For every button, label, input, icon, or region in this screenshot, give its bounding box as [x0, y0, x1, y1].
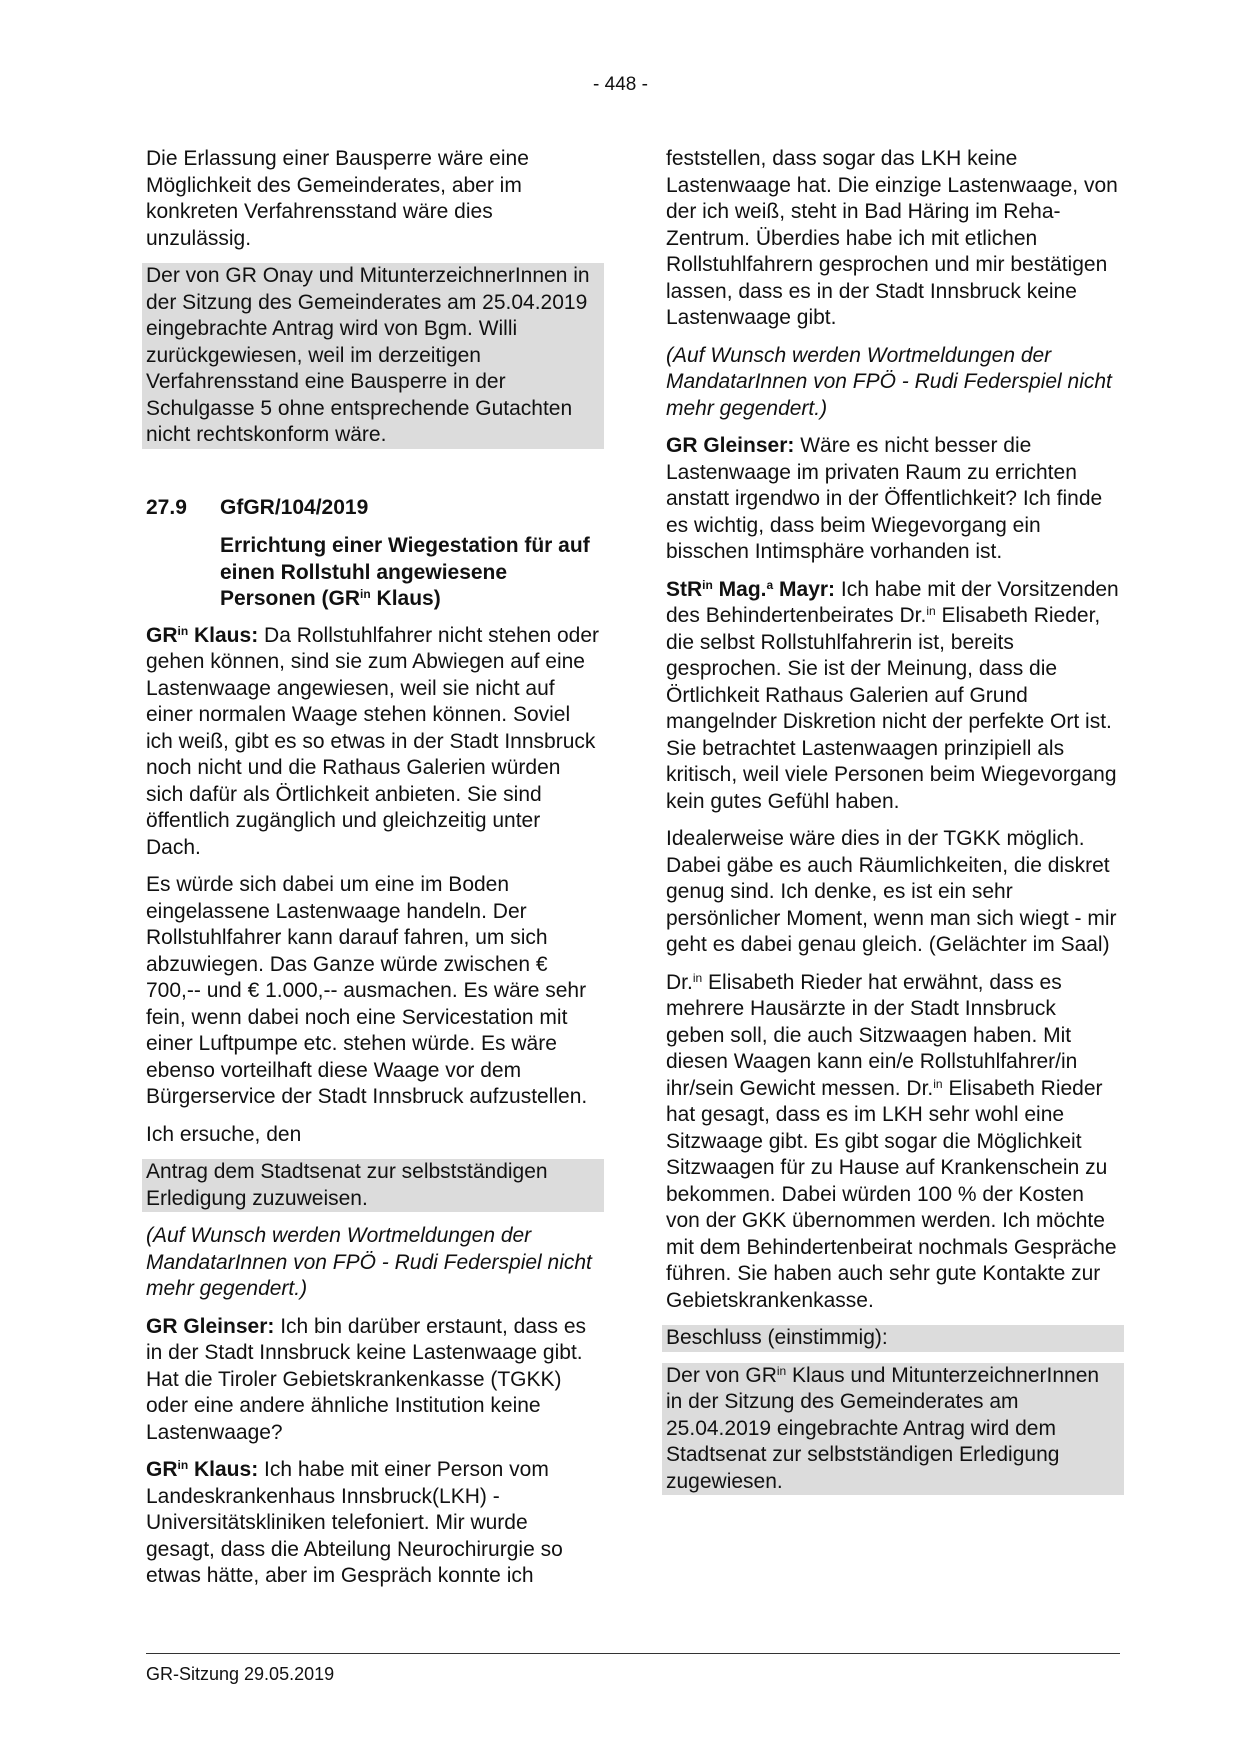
text-sup: in — [933, 1076, 943, 1091]
speaker-sup: a — [766, 577, 774, 592]
footer-divider — [146, 1653, 1120, 1654]
footer-text: GR-Sitzung 29.05.2019 — [146, 1664, 335, 1684]
paragraph-bausperre: Die Erlassung einer Bausperre wäre eine Möglichkeit des Gemeinderates, aber im konkreten Verfahrensstand wäre dies unzulässig. — [146, 147, 529, 250]
resolution-part: Klaus und MitunterzeichnerInnen in der Sitzung des Gemeinderates am 25.04.2019 eingebrachte Antrag wird dem Stadtsenat zur selbstständigen Erledigung zugewiesen. — [666, 1363, 1100, 1493]
speaker-sup: in — [702, 577, 713, 592]
resolution-part: Der von GR — [666, 1363, 777, 1387]
agenda-item-heading — [146, 495, 600, 522]
title-text: Errichtung einer Wiegestation für auf einen Rollstuhl angewiesene Personen (GR — [220, 534, 590, 610]
paragraph-rieder — [666, 970, 1120, 1315]
text-dr: Dr. — [666, 970, 693, 994]
paragraph-tgkk: Idealerweise wäre dies in der TGKK möglich. Dabei gäbe es auch Räumlichkeiten, die diskret genug sind. Ich denke, es ist ein sehr persönlicher Moment, wenn man sich wiegt - mir geht es dabei genau gleich. (Gelächter im Saal) — [666, 827, 1117, 956]
speaker-sup: in — [177, 1458, 189, 1472]
speaker-klaus — [146, 1458, 258, 1481]
speaker-gr: GR — [146, 1458, 178, 1481]
title-end: Klaus) — [370, 587, 441, 610]
speech-mayr — [666, 577, 1120, 816]
paragraph-text: Elisabeth Rieder hat erwähnt, dass es mehrere Hausärzte in der Stadt Innsbruck geben soll, die auch Sitzwaagen haben. Mit diesen Waagen kann ein/e Rollstuhlfahrer/in ihr/sein Gewicht messen. Dr. — [666, 970, 1078, 1100]
paragraph-text: Elisabeth Rieder hat gesagt, dass es im LKH sehr wohl eine Sitzwaage gibt. Es gibt sogar die Möglichkeit Sitzwaagen für zu Hause auf Krankenschein zu bekommen. Dabei würden 100 % der Kosten von der GKK übernommen werden. Ich möchte mit dem Behindertenbeirat nochmals Gespräche führen. Sie haben auch sehr gute Kontakte zur Gebietskrankenkasse. — [666, 1076, 1117, 1312]
speaker-klaus — [146, 624, 258, 647]
right-column — [666, 146, 1120, 1506]
page-number: - 448 - — [593, 74, 648, 95]
speaker-name: Mayr: — [773, 577, 836, 601]
speaker-name: Klaus: — [188, 1458, 259, 1481]
speech-text: Ich bin darüber erstaunt, dass es in der Stadt Innsbruck keine Lastenwaage gibt. Hat die Tiroler Gebietskrankenkasse (TGKK) oder eine andere ähnliche Institution keine Lastenwaage? — [146, 1314, 587, 1444]
agenda-item-title — [220, 533, 600, 613]
decision-highlight-onay: Der von GR Onay und MitunterzeichnerInnen in der Sitzung des Gemeinderates am 25.04.2019 eingebrachte Antrag wird von Bgm. Willi zurückgewiesen, weil im derzeitigen Verfahrensstand eine Bausperre in der Schulgasse 5 ohne entsprechende Gutachten nicht rechtskonform wäre. — [142, 263, 604, 449]
text-sup: in — [776, 1363, 787, 1378]
left-column — [146, 146, 600, 1601]
speech-text: Ich habe mit einer Person vom Landeskrankenhaus Innsbruck(LKH) - Universitätskliniken telefoniert. Mir wurde gesagt, dass die Abteilung Neurochirurgie so etwas hätte, aber im Gespräch konnte ich — [146, 1458, 563, 1587]
text-sup: in — [926, 604, 936, 618]
motion-highlight: Antrag dem Stadtsenat zur selbstständigen Erledigung zuzuweisen. — [142, 1159, 604, 1212]
speaker-mag: Mag. — [712, 577, 767, 601]
speaker-gleinser: GR Gleinser: — [666, 434, 795, 457]
speaker-sup: in — [177, 623, 189, 638]
speaker-name: Klaus: — [188, 623, 259, 647]
speech-gleinser-1 — [146, 1314, 600, 1447]
speech-text: Da Rollstuhlfahrer nicht stehen oder gehen können, sind sie zum Abwiegen auf eine Lastenwaage angewiesen, weil sie nicht auf einer normalen Waage stehen können. Soviel ich weiß, gibt es so etwas in der Stadt Innsbruck noch nicht und die Rathaus Galerien würden sich dafür als Örtlichkeit anbieten. Sie sind öffentlich zugänglich und gleichzeitig unter Dach. — [146, 623, 600, 859]
speech-gleinser-2 — [666, 433, 1120, 566]
resolution-label: Beschluss (einstimmig): — [662, 1325, 1124, 1352]
speaker-gleinser: GR Gleinser: — [146, 1314, 275, 1338]
speaker-gr: GR — [146, 623, 178, 647]
speech-text: Elisabeth Rieder, die selbst Rollstuhlfahrerin ist, bereits gesprochen. Sie ist der Meinung, dass die Örtlichkeit Rathaus Galerien auf Grund mangelnder Diskretion nicht der perfekte Ort ist. Sie betrachtet Lastenwaagen prinzipiell als kritisch, weil viele Personen beim Wiegevorgang kein gutes Gefühl haben. — [666, 604, 1117, 813]
speech-klaus-1 — [146, 623, 600, 862]
text-sup: in — [692, 970, 703, 985]
paragraph-lastenwaage: Es würde sich dabei um eine im Boden eingelassene Lastenwaage handeln. Der Rollstuhlfahrer kann darauf fahren, um sich abzuwiegen. Das Ganze würde zwischen € 700,-- und € 1.000,-- ausmachen. Es wäre sehr fein, wenn dabei noch eine Servicestation mit einer Luftpumpe etc. stehen würde. Es wäre ebenso vorteilhaft diese Waage vor dem Bürgerservice der Stadt Innsbruck aufzustellen. — [146, 873, 588, 1108]
speech-klaus-2 — [146, 1457, 600, 1590]
agenda-item-code: GfGR/104/2019 — [220, 495, 369, 519]
note-gender-right: (Auf Wunsch werden Wortmeldungen der MandatarInnen von FPÖ - Rudi Federspiel nicht mehr gegendert.) — [666, 343, 1112, 420]
agenda-item-number: 27.9 — [146, 495, 187, 519]
paragraph-continued: feststellen, dass sogar das LKH keine Lastenwaage hat. Die einzige Lastenwaage, von der ich weiß, steht in Bad Häring im Reha-Zentrum. Überdies habe ich mit etlichen Rollstuhlfahrern gesprochen und mir bestätigen lassen, dass es in der Stadt Innsbruck keine Lastenwaage gibt. — [666, 147, 1118, 329]
resolution-text — [662, 1363, 1124, 1496]
title-sup: in — [360, 587, 371, 601]
note-gender-left: (Auf Wunsch werden Wortmeldungen der MandatarInnen von FPÖ - Rudi Federspiel nicht mehr gegendert.) — [146, 1224, 592, 1300]
speech-text: Wäre es nicht besser die Lastenwaage im privaten Raum zu errichten anstatt irgendwo in der Öffentlichkeit? Ich finde es wichtig, dass beim Wiegevorgang ein bisschen Intimsphäre vorhanden ist. — [666, 434, 1103, 563]
speech-text: Ich habe mit der Vorsitzenden des Behindertenbeirates Dr. — [666, 577, 1119, 627]
speaker-mayr — [666, 578, 835, 601]
speaker-str: StR — [666, 577, 703, 601]
paragraph-ersuche: Ich ersuche, den — [146, 1122, 302, 1146]
